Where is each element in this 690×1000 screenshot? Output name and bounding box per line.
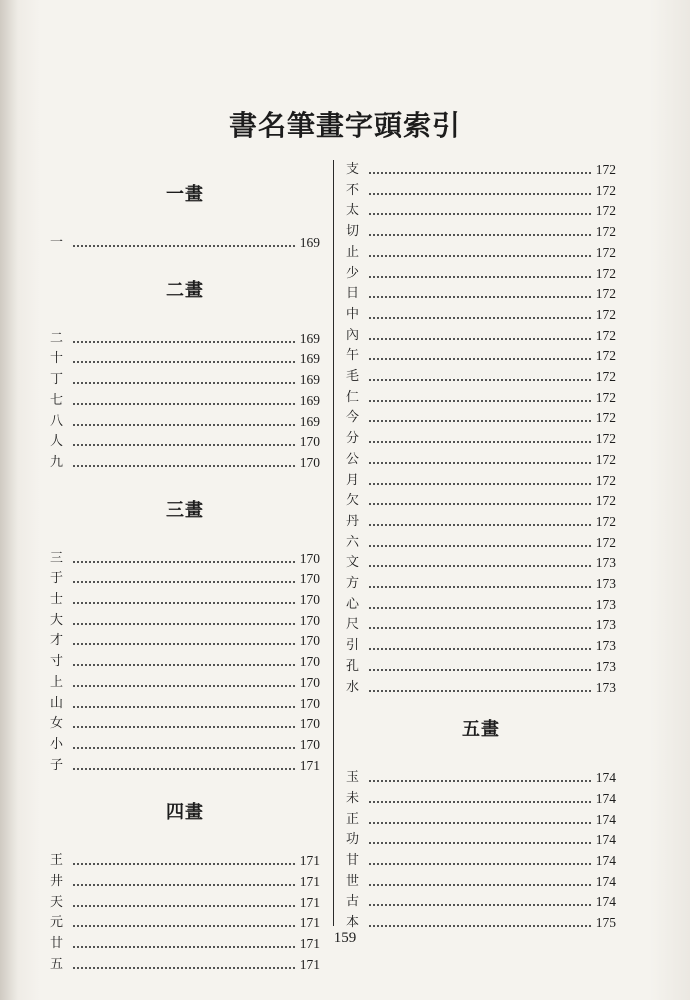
index-entry	[50, 952, 320, 972]
entry-character: 才	[50, 633, 64, 649]
dot-leader	[72, 601, 296, 605]
entry-page-number: 173	[595, 658, 616, 674]
entry-character: 三	[50, 550, 64, 566]
index-entry	[50, 587, 320, 607]
index-entry	[346, 198, 616, 218]
entry-page-number: 174	[595, 790, 616, 806]
dot-leader	[368, 903, 592, 907]
index-entry	[50, 628, 320, 648]
dot-leader	[72, 767, 296, 771]
index-entry	[346, 592, 616, 612]
entry-page-number: 174	[595, 832, 616, 848]
index-entry	[346, 240, 616, 260]
index-entry	[50, 711, 320, 731]
entry-page-number: 173	[595, 617, 616, 633]
entry-character: 山	[50, 695, 64, 711]
entry-character: 子	[50, 757, 64, 773]
dot-leader	[368, 378, 592, 382]
entry-character: 七	[50, 392, 64, 408]
index-entry	[346, 571, 616, 591]
entry-character: 小	[50, 736, 64, 752]
index-entry	[50, 890, 320, 910]
dot-leader	[368, 192, 592, 196]
index-entry	[346, 178, 616, 198]
entry-character: 甘	[346, 853, 360, 868]
dot-leader	[368, 337, 592, 341]
entry-page-number: 170	[299, 633, 320, 649]
entry-character: 世	[346, 873, 360, 889]
entry-page-number: 170	[299, 592, 320, 607]
index-entry	[346, 157, 616, 177]
entry-character: 心	[346, 596, 360, 612]
entry-page-number: 172	[595, 389, 616, 405]
dot-leader	[368, 171, 592, 175]
dot-leader	[368, 779, 592, 783]
entry-character: 古	[346, 894, 360, 910]
dot-leader	[72, 622, 296, 626]
page-number: 159	[333, 930, 357, 946]
entry-page-number: 170	[299, 674, 320, 690]
entry-character: 九	[50, 454, 64, 470]
entry-character: 天	[50, 894, 64, 910]
entry-character: 少	[346, 265, 360, 281]
entry-page-number: 174	[595, 873, 616, 889]
stroke-count-heading: 三畫	[166, 499, 204, 521]
entry-page-number: 172	[595, 534, 616, 550]
entry-character: 廿	[50, 936, 64, 952]
dot-leader	[368, 668, 592, 672]
index-entry	[346, 889, 616, 909]
dot-leader	[368, 924, 592, 928]
entry-page-number: 173	[595, 638, 616, 654]
entry-character: 支	[346, 162, 360, 177]
index-entry	[50, 409, 320, 429]
index-entry	[346, 786, 616, 806]
index-entry	[50, 326, 320, 346]
entry-page-number: 172	[595, 182, 616, 198]
entry-page-number: 171	[299, 853, 320, 869]
entry-page-number: 173	[595, 596, 616, 612]
entry-page-number: 172	[595, 431, 616, 447]
entry-page-number: 171	[299, 936, 320, 952]
dot-leader	[368, 523, 592, 527]
entry-page-number: 172	[595, 472, 616, 488]
column-divider	[333, 160, 334, 926]
index-entry	[50, 546, 320, 566]
index-entry	[346, 509, 616, 529]
entry-page-number: 170	[299, 716, 320, 732]
index-entry	[346, 343, 616, 363]
dot-leader	[368, 357, 592, 361]
index-entry	[346, 675, 616, 695]
index-entry	[346, 827, 616, 847]
dot-leader	[72, 924, 296, 928]
entry-character: 日	[346, 286, 360, 302]
dot-leader	[368, 544, 592, 548]
entry-character: 方	[346, 576, 360, 591]
dot-leader	[368, 295, 592, 299]
left-column	[50, 0, 330, 1000]
index-entry	[50, 691, 320, 711]
entry-character: 午	[346, 348, 360, 364]
entry-page-number: 172	[595, 286, 616, 302]
dot-leader	[72, 360, 296, 364]
entry-page-number: 171	[299, 956, 320, 972]
stroke-count-heading: 一畫	[166, 184, 204, 205]
dot-leader	[72, 705, 296, 709]
entry-character: 水	[346, 679, 360, 695]
entry-page-number: 175	[595, 915, 616, 931]
dot-leader	[368, 440, 592, 444]
entry-character: 上	[50, 674, 64, 690]
dot-leader	[72, 464, 296, 468]
entry-page-number: 171	[299, 915, 320, 931]
entry-page-number: 172	[595, 265, 616, 281]
entry-character: 王	[50, 853, 64, 869]
index-entry	[346, 468, 616, 488]
index-entry	[346, 323, 616, 343]
entry-character: 月	[346, 472, 360, 488]
dot-leader	[72, 725, 296, 729]
index-entry	[50, 566, 320, 586]
entry-page-number: 174	[595, 811, 616, 827]
entry-character: 二	[50, 330, 64, 346]
dot-leader	[72, 642, 296, 646]
entry-character: 六	[346, 534, 360, 550]
entry-character: 寸	[50, 654, 64, 670]
index-entry	[346, 765, 616, 785]
index-entry	[50, 346, 320, 366]
dot-leader	[72, 381, 296, 385]
entry-page-number: 169	[299, 413, 320, 429]
index-entry	[346, 447, 616, 467]
dot-leader	[368, 316, 592, 320]
index-entry	[50, 848, 320, 868]
index-entry	[50, 670, 320, 690]
entry-character: 一	[50, 235, 64, 250]
dot-leader	[368, 800, 592, 804]
dot-leader	[368, 212, 592, 216]
entry-page-number: 172	[595, 410, 616, 426]
index-entry	[50, 450, 320, 470]
entry-page-number: 170	[299, 654, 320, 670]
entry-page-number: 172	[595, 244, 616, 260]
dot-leader	[368, 233, 592, 237]
entry-character: 太	[346, 203, 360, 219]
entry-page-number: 170	[299, 571, 320, 587]
entry-page-number: 169	[299, 235, 320, 250]
index-entry	[50, 388, 320, 408]
index-entry	[346, 654, 616, 674]
entry-character: 中	[346, 306, 360, 322]
entry-character: 本	[346, 915, 360, 931]
dot-leader	[72, 883, 296, 887]
dot-leader	[72, 560, 296, 564]
entry-character: 毛	[346, 369, 360, 384]
dot-leader	[368, 883, 592, 887]
index-entry	[346, 302, 616, 322]
entry-page-number: 170	[299, 612, 320, 628]
entry-character: 引	[346, 638, 360, 654]
entry-character: 大	[50, 612, 64, 628]
right-column	[346, 0, 626, 1000]
page-title: 書名筆畫字頭索引	[228, 109, 461, 142]
entry-page-number: 172	[595, 306, 616, 322]
entry-page-number: 172	[595, 327, 616, 343]
entry-page-number: 170	[299, 434, 320, 450]
entry-page-number: 173	[595, 555, 616, 571]
index-entry	[50, 367, 320, 387]
stroke-count-heading: 四畫	[166, 802, 204, 824]
index-entry	[50, 753, 320, 773]
index-entry	[346, 633, 616, 653]
index-entry	[346, 364, 616, 384]
entry-character: 公	[346, 451, 360, 467]
stroke-count-heading: 二畫	[166, 279, 204, 301]
entry-character: 士	[50, 592, 64, 607]
index-entry	[346, 530, 616, 550]
entry-character: 于	[50, 571, 64, 587]
index-entry	[346, 869, 616, 889]
entry-page-number: 172	[595, 203, 616, 219]
entry-character: 女	[50, 716, 64, 732]
entry-page-number: 169	[299, 351, 320, 367]
dot-leader	[368, 626, 592, 630]
dot-leader	[72, 340, 296, 344]
entry-page-number: 171	[299, 894, 320, 910]
entry-page-number: 170	[299, 736, 320, 752]
index-entry	[50, 910, 320, 930]
dot-leader	[368, 254, 592, 258]
index-entry	[50, 869, 320, 889]
entry-page-number: 172	[595, 451, 616, 467]
entry-character: 分	[346, 431, 360, 447]
stroke-count-heading: 五畫	[462, 719, 500, 741]
dot-leader	[368, 647, 592, 651]
index-entry	[50, 230, 320, 250]
dot-leader	[368, 689, 592, 693]
entry-character: 八	[50, 413, 64, 429]
entry-character: 今	[346, 410, 360, 426]
entry-character: 內	[346, 327, 360, 343]
entry-character: 文	[346, 555, 360, 571]
entry-character: 人	[50, 434, 64, 450]
entry-page-number: 173	[595, 576, 616, 591]
dot-leader	[368, 585, 592, 589]
index-entry	[50, 649, 320, 669]
entry-page-number: 169	[299, 330, 320, 346]
entry-page-number: 172	[595, 493, 616, 509]
entry-character: 元	[50, 915, 64, 931]
entry-page-number: 174	[595, 853, 616, 868]
dot-leader	[368, 841, 592, 845]
dot-leader	[72, 423, 296, 427]
entry-character: 井	[50, 874, 64, 889]
index-entry	[346, 385, 616, 405]
entry-character: 功	[346, 832, 360, 848]
entry-character: 切	[346, 224, 360, 240]
dot-leader	[72, 402, 296, 406]
dot-leader	[368, 502, 592, 506]
index-entry	[346, 488, 616, 508]
entry-page-number: 171	[299, 757, 320, 773]
dot-leader	[368, 399, 592, 403]
index-entry	[346, 219, 616, 239]
entry-character: 不	[346, 182, 360, 198]
dot-leader	[368, 821, 592, 825]
dot-leader	[368, 564, 592, 568]
dot-leader	[368, 482, 592, 486]
entry-page-number: 172	[595, 224, 616, 240]
index-entry	[346, 405, 616, 425]
dot-leader	[72, 244, 296, 248]
entry-character: 孔	[346, 658, 360, 674]
entry-character: 欠	[346, 493, 360, 509]
entry-page-number: 172	[595, 348, 616, 364]
entry-character: 仁	[346, 389, 360, 405]
dot-leader	[368, 275, 592, 279]
entry-character: 玉	[346, 770, 360, 786]
dot-leader	[72, 580, 296, 584]
index-entry	[346, 848, 616, 868]
dot-leader	[72, 663, 296, 667]
entry-page-number: 172	[595, 162, 616, 177]
entry-page-number: 170	[299, 695, 320, 711]
entry-page-number: 171	[299, 874, 320, 889]
index-entry	[346, 281, 616, 301]
entry-character: 未	[346, 790, 360, 806]
dot-leader	[72, 904, 296, 908]
index-entry	[50, 608, 320, 628]
index-entry	[346, 261, 616, 281]
dot-leader	[368, 419, 592, 423]
entry-character: 五	[50, 956, 64, 972]
entry-page-number: 173	[595, 679, 616, 695]
entry-page-number: 169	[299, 372, 320, 388]
entry-page-number: 172	[595, 369, 616, 384]
entry-character: 丁	[50, 372, 64, 388]
index-entry	[346, 612, 616, 632]
dot-leader	[72, 966, 296, 970]
entry-character: 十	[50, 351, 64, 367]
index-entry	[50, 429, 320, 449]
entry-character: 尺	[346, 617, 360, 633]
dot-leader	[368, 606, 592, 610]
dot-leader	[72, 862, 296, 866]
entry-page-number: 170	[299, 454, 320, 470]
index-entry	[50, 732, 320, 752]
dot-leader	[72, 684, 296, 688]
entry-character: 正	[346, 811, 360, 827]
entry-page-number: 172	[595, 513, 616, 529]
entry-character: 止	[346, 244, 360, 260]
index-entry	[346, 550, 616, 570]
entry-character: 丹	[346, 513, 360, 529]
entry-page-number: 174	[595, 770, 616, 786]
dot-leader	[72, 443, 296, 447]
index-entry	[346, 807, 616, 827]
entry-page-number: 169	[299, 392, 320, 408]
dot-leader	[368, 862, 592, 866]
index-entry	[346, 910, 616, 930]
index-entry	[346, 426, 616, 446]
entry-page-number: 170	[299, 550, 320, 566]
dot-leader	[72, 746, 296, 750]
dot-leader	[368, 461, 592, 465]
entry-page-number: 174	[595, 894, 616, 910]
